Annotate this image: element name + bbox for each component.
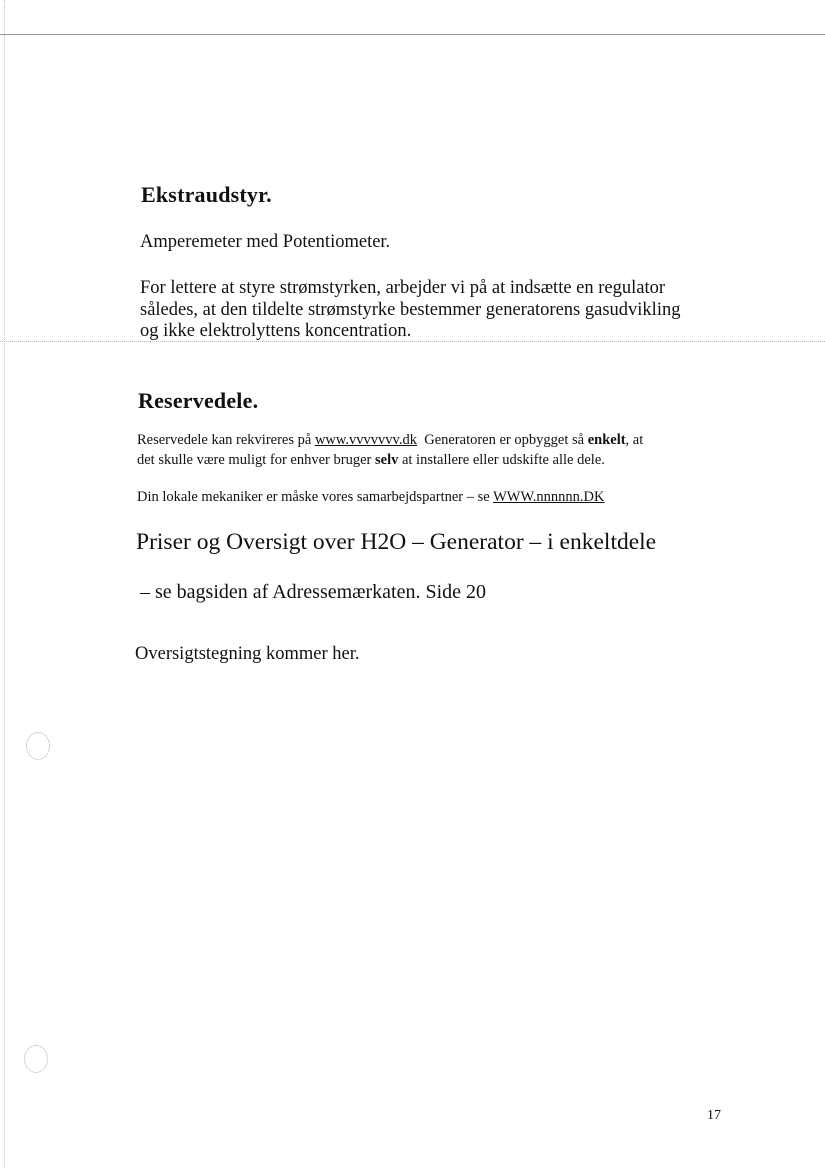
paragraph-line-2: således, at den tildelte strømstyrke bestemmer generatorens gasudvikling [140, 300, 681, 320]
reservedele-text-1a: Reservedele kan rekvireres på [137, 432, 312, 448]
reservedele-text-2a: det skulle være muligt for enhver bruger [137, 452, 372, 468]
link-nnnnnn[interactable]: WWW.nnnnnn.DK [493, 489, 605, 505]
link-vvvvvvv[interactable]: www.vvvvvvv.dk [314, 432, 417, 448]
paragraph-line-3: og ikke elektrolyttens koncentration. [140, 321, 412, 341]
punch-hole-lower [24, 1045, 48, 1073]
heading-ekstraudstyr: Ekstraudstyr. [141, 182, 272, 207]
reservedele-line-1 [137, 432, 643, 449]
reservedele-line-2 [137, 452, 605, 469]
subtitle-amperemeter: Amperemeter med Potentiometer. [140, 232, 391, 252]
page-number: 17 [707, 1108, 721, 1123]
priser-heading: Priser og Oversigt over H2O – Generator – i enkeltdele [136, 529, 657, 555]
oversigt-text: Oversigtstegning kommer her. [135, 644, 360, 664]
reservedele-text-1c: , at [625, 432, 644, 448]
scan-border-top [0, 34, 825, 35]
bold-selv: selv [374, 452, 399, 468]
reservedele-line-3 [137, 489, 605, 506]
paragraph-line-1: For lettere at styre strømstyrken, arbejder vi på at indsætte en regulator [140, 278, 666, 298]
priser-subline: – se bagsiden af Adressemærkaten. Side 20 [140, 581, 487, 603]
reservedele-text-2b: at installere eller udskifte alle dele. [401, 452, 605, 468]
heading-reservedele: Reservedele. [138, 388, 259, 413]
bold-enkelt: enkelt [587, 432, 626, 448]
punch-hole-upper [26, 732, 50, 760]
scan-edge-left [4, 0, 6, 1168]
reservedele-text-3a: Din lokale mekaniker er måske vores samarbejdspartner – se [137, 489, 490, 505]
reservedele-text-1b: Generatoren er opbygget så [424, 432, 585, 448]
scan-line-middle [0, 341, 825, 343]
